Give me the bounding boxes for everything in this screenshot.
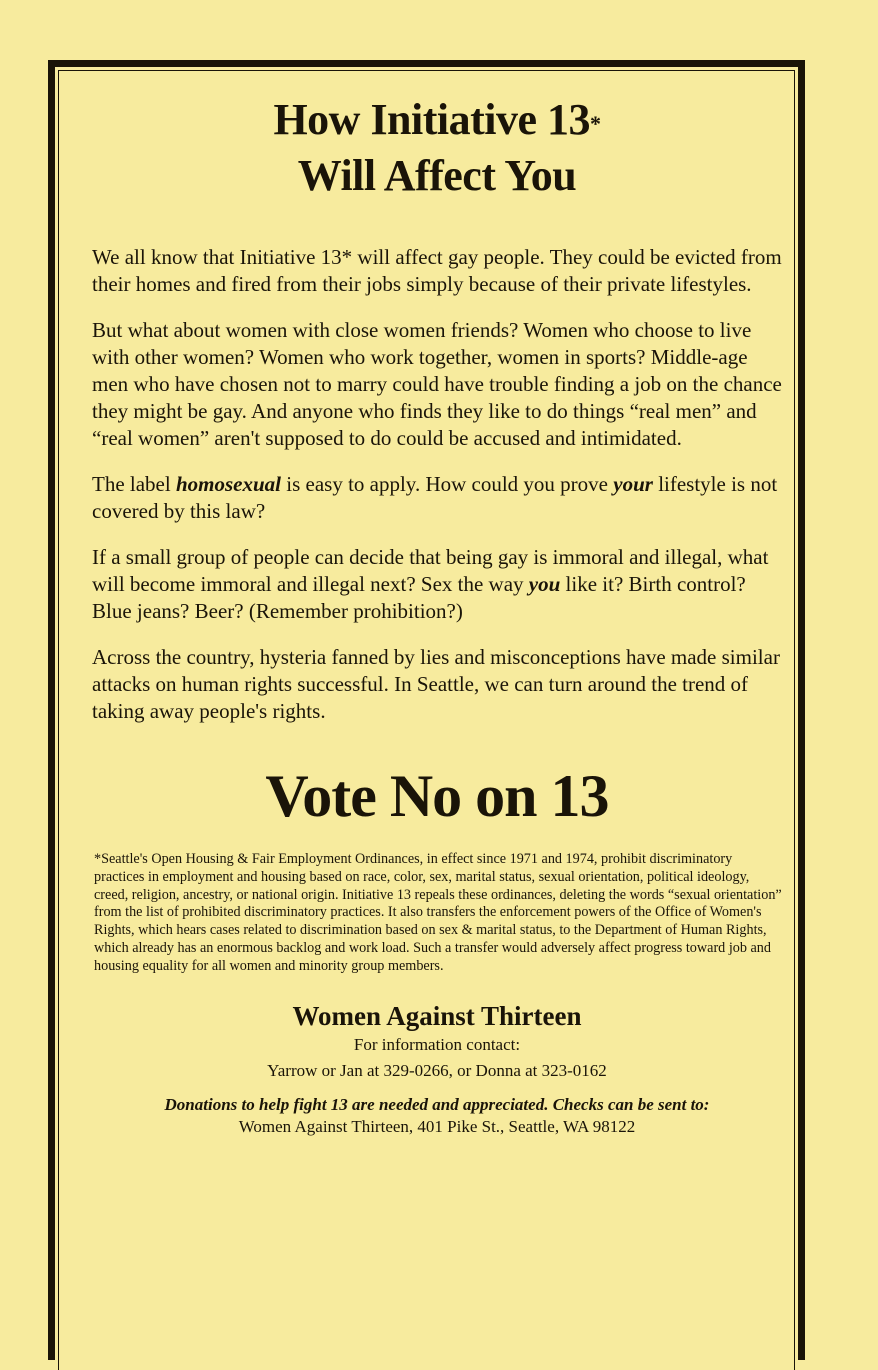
contact-line: Yarrow or Jan at 329-0266, or Donna at 323-0162 [267, 1060, 607, 1080]
paragraph-1: We all know that Initiative 13* will affect gay people. They could be evicted from their homes and fired from their jobs simply because of their private lifestyles. [92, 245, 782, 296]
emphasis-you: you [528, 572, 561, 596]
donations-note: Donations to help fight 13 are needed and appreciated. Checks can be sent to: [164, 1094, 710, 1114]
flyer-content [92, 92, 782, 1138]
title-line-2: Will Affect You [297, 151, 577, 200]
paragraph-4-text-b: like it? Birth control? Blue jeans? Beer? (Remember prohibition?) [92, 572, 746, 623]
page-title [92, 92, 782, 204]
paragraph-5: Across the country, hysteria fanned by lies and misconceptions have made similar attacks on human rights successful. In Seattle, we can turn around the trend of taking away people's rights. [92, 645, 780, 723]
emphasis-homosexual: homosexual [175, 472, 281, 496]
contact-label: For information contact: [353, 1034, 521, 1054]
emphasis-your: your [613, 472, 653, 496]
paragraph-3-text-a: The label [92, 472, 176, 496]
mailing-address: Women Against Thirteen, 401 Pike St., Seattle, WA 98122 [238, 1116, 636, 1136]
paragraph-4-text-a: If a small group of people can decide that being gay is immoral and illegal, what will become immoral and illegal next? Sex the way [92, 545, 769, 596]
title-line-1: How Initiative 13 [273, 95, 591, 144]
paragraph-3-text-c: lifestyle is not covered by this law? [92, 472, 778, 523]
title-asterisk: * [590, 111, 601, 136]
footnote: *Seattle's Open Housing & Fair Employment Ordinances, in effect since 1971 and 1974, prohibit discriminatory practices in employment and housing based on race, color, sex, marital status, sexual orientation, political ideology, creed, religion, ancestry, or national origin. Initiative 13 repeals these ordinances, deleting the words “sexual orientation” from the list of prohibited discriminatory practices. It also transfers the enforcement powers of the Office of Women's Rights, which hears cases related to discrimination based on sex & marital status, to the Department of Human Rights, which already has an enormous backlog and work load. Such a transfer would adversely affect progress toward job and housing equality for all women and minority group members. [94, 851, 782, 974]
paragraph-2: But what about women with close women friends? Women who choose to live with other women? Women who work together, women in sports? Middle-age men who have chosen not to marry could have trouble finding a job on the chance they might be gay. And anyone who finds they like to do things “real men” and “real women” aren't supposed to do could be accused and intimidated. [92, 318, 782, 450]
paragraph-3 [92, 471, 782, 525]
vote-heading: Vote No on 13 [265, 763, 609, 829]
organization-name: Women Against Thirteen [292, 1000, 582, 1031]
body-text [92, 244, 782, 725]
paragraph-3-text-b: is easy to apply. How could you prove [281, 472, 614, 496]
paragraph-4 [92, 544, 782, 625]
